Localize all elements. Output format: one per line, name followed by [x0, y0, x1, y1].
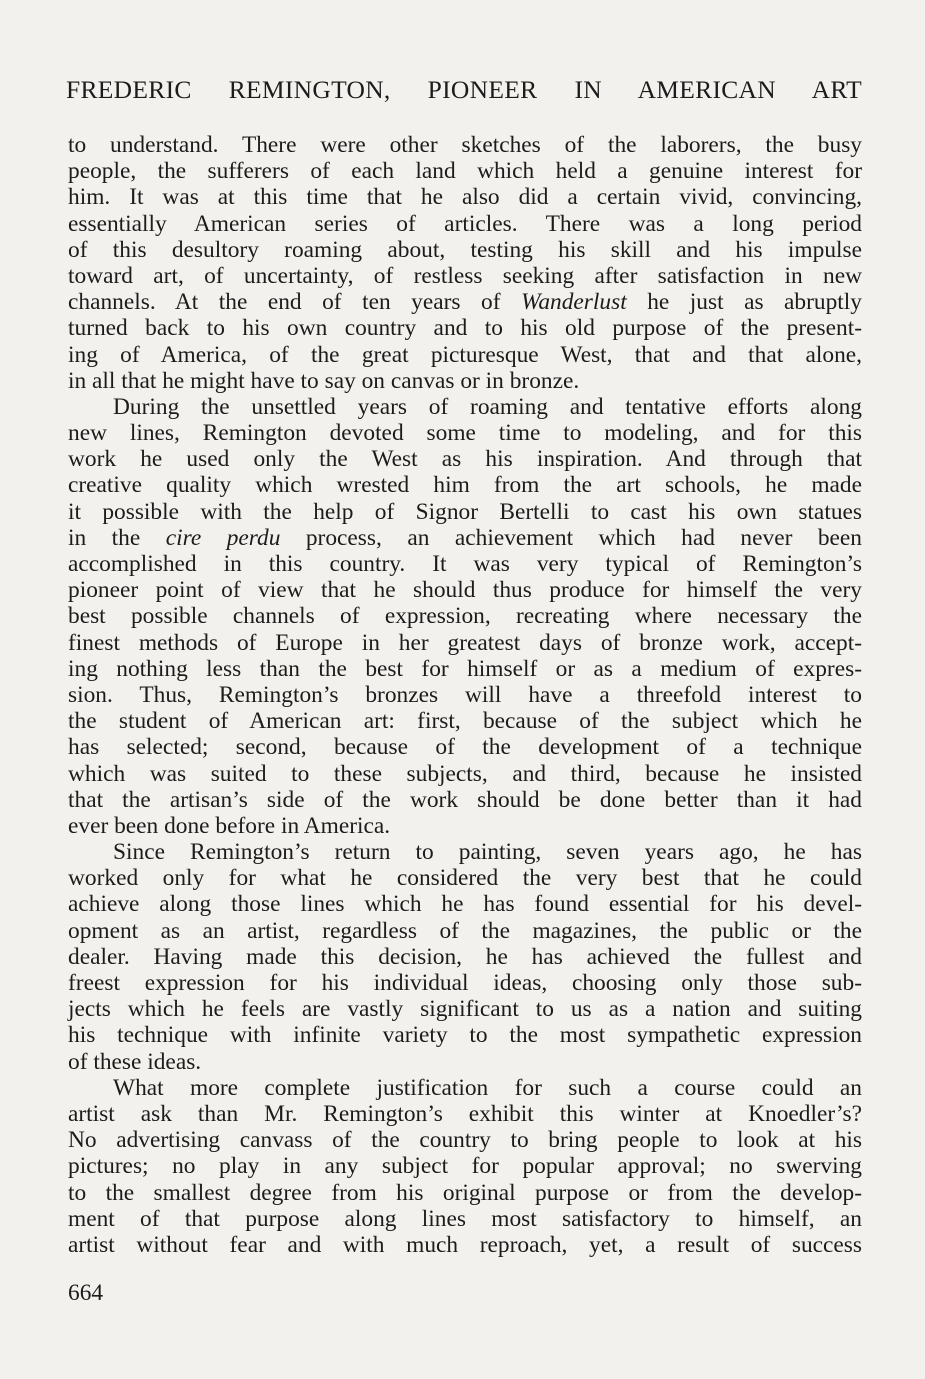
- text-line: What more complete justification for such a course could an: [113, 1074, 862, 1101]
- text-segment: in the: [68, 524, 166, 551]
- text-line: the student of American art: first, because of the subject which he: [68, 708, 862, 735]
- text-line: best possible channels of expression, recreating where necessary the: [68, 603, 862, 630]
- text-line: dealer. Having made this decision, he has achieved the fullest and: [68, 943, 862, 970]
- text-line: pioneer point of view that he should thus produce for himself the very: [68, 577, 862, 604]
- text-line: No advertising canvass of the country to bring people to look at his: [68, 1127, 862, 1154]
- text-line: him. It was at this time that he also did a certain vivid, convincing,: [68, 184, 862, 211]
- text-line: it possible with the help of Signor Bertelli to cast his own statues: [68, 498, 862, 525]
- running-head: FREDERIC REMINGTON, PIONEER IN AMERICAN ART: [66, 75, 862, 104]
- text-segment: channels. At the end of ten years of: [68, 289, 521, 316]
- text-segment: process, an achievement which had never been: [280, 524, 862, 551]
- text-line: of this desultory roaming about, testing his skill and his impulse: [68, 236, 862, 263]
- text-line: to the smallest degree from his original purpose or from the develop-: [68, 1179, 862, 1206]
- text-line: which was suited to these subjects, and third, because he insisted: [68, 760, 862, 787]
- italic-term: Wanderlust: [521, 289, 627, 316]
- text-line: to understand. There were other sketches of the laborers, the busy: [68, 132, 862, 158]
- text-line: that the artisan’s side of the work should be done better than it had: [68, 786, 862, 813]
- text-line: ing nothing less than the best for himself or as a medium of expres-: [68, 655, 862, 682]
- text-line: turned back to his own country and to his old purpose of the present-: [68, 315, 862, 342]
- text-line: of these ideas.: [68, 1048, 202, 1075]
- text-line: people, the sufferers of each land which held a genuine interest for: [68, 158, 862, 185]
- text-line: jects which he feels are vastly significant to us as a nation and suiting: [68, 996, 862, 1023]
- text-line: in all that he might have to say on canvas or in bronze.: [68, 367, 580, 394]
- italic-term: cire perdu: [165, 524, 281, 551]
- text-line: worked only for what he considered the very best that he could: [68, 865, 862, 892]
- body-text: [68, 132, 862, 1258]
- text-line: Since Remington’s return to painting, seven years ago, he has: [113, 839, 862, 866]
- text-line: his technique with infinite variety to the most sympathetic expression: [68, 1022, 862, 1049]
- text-line: artist ask than Mr. Remington’s exhibit this winter at Knoedler’s?: [68, 1100, 862, 1127]
- page-number: 664: [68, 1280, 104, 1306]
- text-line: ing of America, of the great picturesque West, that and that alone,: [68, 341, 862, 368]
- text-line: sion. Thus, Remington’s bronzes will have a threefold interest to: [68, 681, 862, 708]
- text-line: toward art, of uncertainty, of restless seeking after satisfaction in new: [68, 262, 862, 289]
- text-line: work he used only the West as his inspiration. And through that: [68, 446, 862, 473]
- text-line: new lines, Remington devoted some time to modeling, and for this: [68, 420, 862, 447]
- text-line: accomplished in this country. It was very typical of Remington’s: [68, 551, 862, 577]
- text-line: pictures; no play in any subject for popular approval; no swerving: [68, 1153, 862, 1180]
- text-segment: he just as abruptly: [626, 289, 862, 316]
- text-line: creative quality which wrested him from the art schools, he made: [68, 472, 862, 499]
- text-line: [68, 289, 862, 315]
- text-line: During the unsettled years of roaming and tentative efforts along: [113, 393, 862, 420]
- text-line: opment as an artist, regardless of the magazines, the public or the: [68, 917, 862, 944]
- text-line: achieve along those lines which he has found essential for his devel-: [68, 891, 862, 918]
- text-line: ever been done before in America.: [68, 812, 391, 839]
- text-line: [68, 525, 862, 551]
- text-line: ment of that purpose along lines most satisfactory to himself, an: [68, 1205, 862, 1232]
- text-line: has selected; second, because of the development of a technique: [68, 734, 862, 761]
- text-line: artist without fear and with much reproach, yet, a result of success: [68, 1231, 862, 1258]
- text-line: essentially American series of articles. There was a long period: [68, 210, 862, 237]
- text-line: freest expression for his individual ideas, choosing only those sub-: [68, 970, 862, 996]
- text-line: finest methods of Europe in her greatest days of bronze work, accept-: [68, 629, 862, 656]
